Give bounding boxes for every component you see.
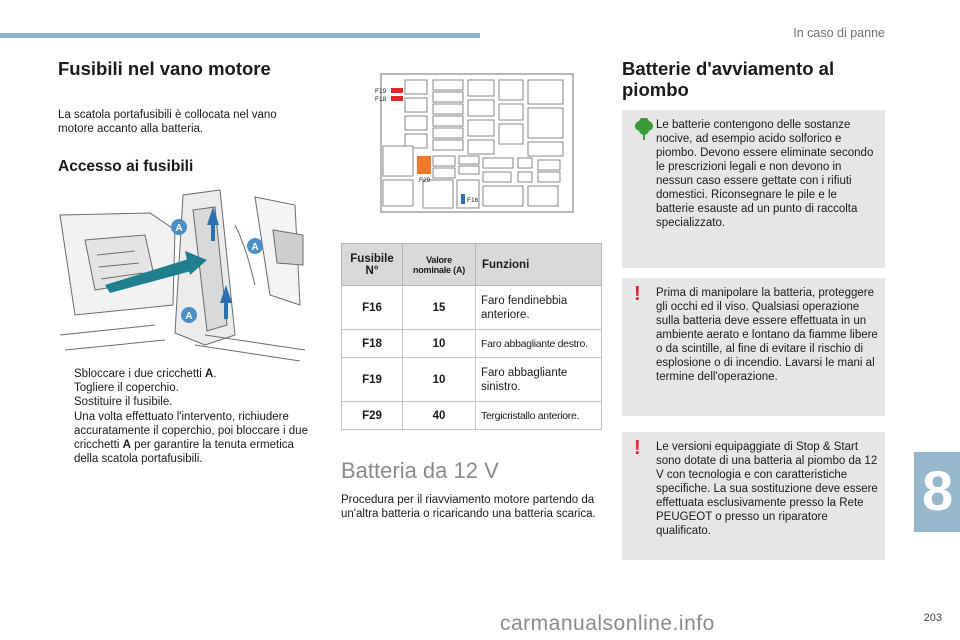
warning-icon: ! — [634, 437, 641, 459]
warning-text-2: Le versioni equipaggiate di Stop & Start sono dotate di una batteria al piombo da 12 V con tecnologia e con caratteristiche specifiche. La sua sostituzione deve essere effettuata esclusivamente presso la Rete PEUGEOT o presso un riparatore qualificato. — [656, 441, 878, 537]
battery-12v-text: Procedura per il riavviamento motore partendo da un'altra batteria o ricaricando una batteria scarica. — [341, 494, 596, 520]
list-item: Sbloccare i due cricchetti A. — [74, 368, 217, 380]
table-row: F16 15 Faro fendinebbia anteriore. — [342, 286, 602, 330]
warning-box-1 — [622, 278, 885, 416]
fuses-intro: La scatola portafusibili è collocata nel vano motore accanto alla batteria. — [58, 109, 277, 135]
list-item: Sostituire il fusibile. — [74, 396, 173, 409]
steps-list — [58, 367, 318, 466]
warning-icon: ! — [634, 283, 641, 305]
label-f29: F29 — [419, 177, 431, 184]
table-row: F19 10 Faro abbagliante sinistro. — [342, 358, 602, 402]
list-item: Una volta effettuato l'intervento, richiudere accuratamente il coperchio, poi bloccare i due cricchetti A per garantire la tenuta ermetica della scatola portafusibili. — [74, 410, 308, 466]
fuse-box-diagram — [373, 72, 583, 222]
eco-text: Le batterie contengono delle sostanze nocive, ad esempio acido solforico e piombo. Devono essere eliminate secondo le prescrizioni legali e non devono in nessun caso essere gettate con i rifiuti domestici. Riconsegnare le pile e le batterie esauste ad un punto di raccolta specializzato. — [656, 119, 874, 229]
access-subtitle: Accesso ai fusibili — [58, 158, 194, 175]
chapter-number: 8 — [922, 459, 954, 522]
watermark: carmanualsonline.info — [500, 612, 715, 635]
fuse-table — [341, 243, 602, 430]
fuse-box-illustration — [55, 185, 310, 363]
table-row: F18 10 Faro abbagliante destro. — [342, 330, 602, 358]
chapter-tab — [914, 452, 960, 532]
callout-a-3: A — [185, 311, 193, 322]
fuses-title: Fusibili nel vano motore — [58, 58, 271, 79]
recycle-tree-icon — [634, 118, 654, 142]
header-function: Funzioni — [476, 244, 602, 286]
label-f16: F16 — [467, 197, 479, 204]
callout-a-2: A — [251, 242, 259, 253]
label-f19: F19 — [375, 88, 387, 95]
warning-box-2 — [622, 432, 885, 560]
warning-text-1: Prima di manipolare la batteria, proteggere gli occhi ed il viso. Qualsiasi operazione sulla batteria deve essere effettuata in un ambiente aerato e lontano da fiamme libere o da scintille, al fine di evitare il rischio di esplosione o di incendio. Lavarsi le mani al termine dell'operazione. — [656, 287, 878, 383]
header-fuse: Fusibile N° — [342, 244, 403, 286]
label-f18: F18 — [375, 96, 387, 103]
top-accent-bar — [0, 33, 480, 38]
header-rating: Valore nominale (A) — [403, 244, 476, 286]
lead-batteries-title: Batterie d'avviamento al piombo — [622, 58, 835, 100]
page-number: 203 — [923, 612, 942, 624]
eco-info-box — [622, 110, 885, 268]
battery-12v-title: Batteria da 12 V — [341, 458, 499, 483]
section-header: In caso di panne — [793, 26, 885, 40]
table-row: F29 40 Tergicristallo anteriore. — [342, 402, 602, 430]
callout-a-1: A — [175, 223, 183, 234]
list-item: Togliere il coperchio. — [74, 382, 179, 395]
